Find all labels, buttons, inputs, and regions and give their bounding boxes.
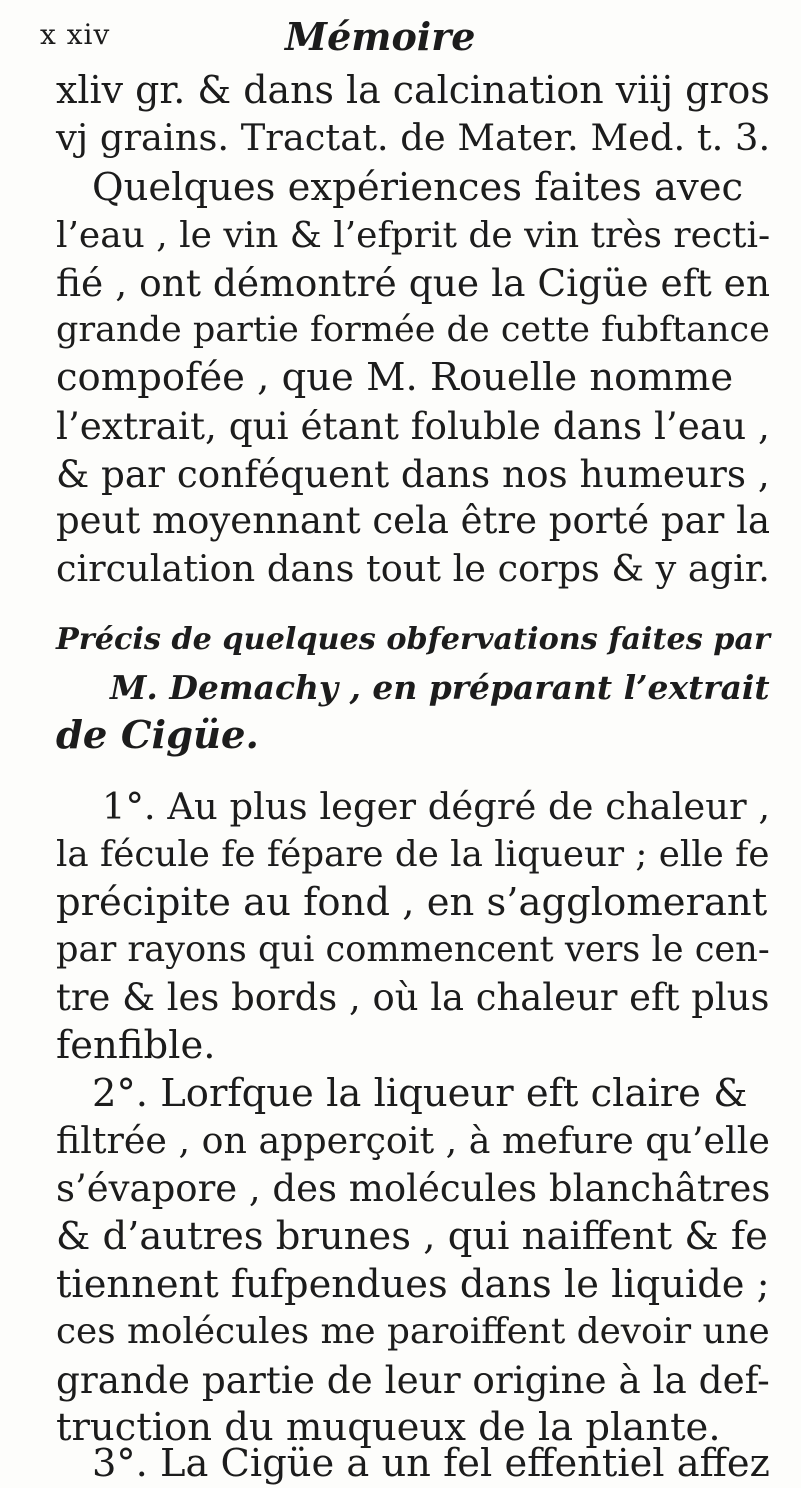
page-number: x xiv [40,18,111,51]
text-line: xliv gr. & dans la calcination viij gros [56,68,770,112]
page-header [40,14,760,59]
text-line: & d’autres brunes , qui naiffent & fe [56,1214,768,1259]
text-line: 3°. La Cigüe a un fel effentiel affez [92,1441,770,1486]
text-line: précipite au fond , en s’agglomerant [56,880,768,925]
text-line: tiennent fufpendues dans le liquide ; [56,1262,770,1307]
text-line: l’extrait, qui étant foluble dans l’eau , [56,404,770,448]
text-line: 2°. Lorfque la liqueur eft claire & [92,1071,748,1116]
text-line: la fécule fe fépare de la liqueur ; elle fe [56,834,770,875]
section-heading: de Cigüe. [56,713,259,758]
text-line: 1°. Au plus leger dégré de chaleur , [102,785,771,828]
text-line: fié , ont démontré que la Cigüe eft en [56,261,771,305]
text-line: filtrée , on apperçoit , à mefure qu’elle [56,1119,770,1162]
text-line: tre & les bords , où la chaleur eft plus [56,976,770,1019]
text-line: & par conféquent dans nos humeurs , [56,452,770,496]
text-line: grande partie de leur origine à la def- [56,1358,770,1402]
text-line: vj grains. Tractat. de Mater. Med. t. 3. [56,116,771,159]
text-line: ces molécules me paroiffent devoir une [56,1311,770,1352]
text-line: compofée , que M. Rouelle nomme [56,355,734,400]
text-line: s’évapore , des molécules blanchâtres [56,1167,771,1210]
text-line: circulation dans tout le corps & y agir. [56,547,770,590]
running-title: Mémoire [285,14,476,59]
section-heading: Précis de quelques obfervations faites par [56,622,771,657]
text-line: l’eau , le vin & l’efprit de vin très recti- [56,215,771,256]
text-line: truction du muqueux de la plante. [56,1405,721,1450]
text-line: par rayons qui commencent vers le cen- [56,929,770,970]
text-line: Quelques expériences faites avec [92,165,744,210]
section-heading: M. Demachy , en préparant l’extrait [110,668,770,707]
text-line: grande partie formée de cette fubftance [56,309,770,350]
text-line: fenfible. [56,1023,216,1068]
text-line: peut moyennant cela être porté par la [56,499,771,542]
